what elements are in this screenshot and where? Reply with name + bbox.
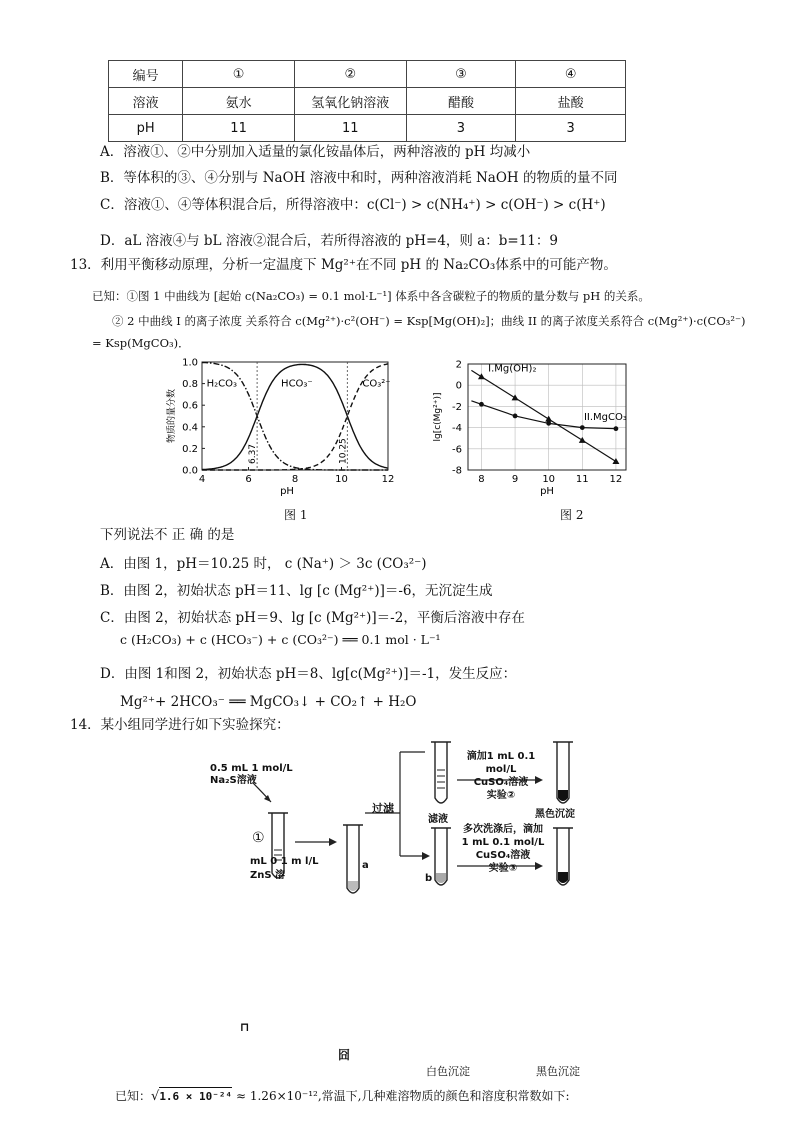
table-cell: ④ bbox=[516, 61, 626, 88]
q13-known-1: 已知：①图 1 中曲线为 [起始 c(Na₂CO₃) = 0.1 mol·L⁻¹] 体系中各含碳粒子的物质的量分数与 pH 的关系。 bbox=[92, 289, 650, 303]
fig1-xtick-label: 12 bbox=[381, 474, 395, 485]
tube-1-mark: ① bbox=[252, 830, 265, 846]
fig1-ytick-label: 1.0 bbox=[182, 357, 198, 369]
exp2-label bbox=[456, 750, 546, 802]
na2s-label-line2: Na₂S溶液 bbox=[210, 775, 257, 786]
branch-bottom-head bbox=[422, 852, 430, 860]
fig1-ytick-label: 0.0 bbox=[182, 465, 198, 477]
fig2-point-mgoh2 bbox=[478, 373, 485, 379]
label-b: b bbox=[425, 873, 433, 884]
arrow-to-a-head bbox=[329, 838, 337, 846]
fig1-ytick-label: 0.2 bbox=[182, 443, 198, 455]
figure-1-chart bbox=[150, 352, 400, 502]
sqrt-content: 1.6 × 10⁻²⁴ bbox=[159, 1087, 232, 1106]
test-tube-b bbox=[431, 828, 451, 885]
figure-1-caption: 图 1 bbox=[284, 508, 308, 522]
fig2-xtick-label: 8 bbox=[478, 474, 485, 485]
q13-option-d-line1: D．由图 1和图 2，初始状态 pH＝8、lg[c(Mg²⁺)]＝-1，发生反应： bbox=[100, 666, 517, 682]
zns-label bbox=[250, 855, 319, 883]
fig1-label-hco3: HCO₃⁻ bbox=[281, 378, 313, 390]
known-prefix: 已知： bbox=[115, 1089, 152, 1103]
fig2-point-mgco3 bbox=[546, 421, 551, 426]
q13-known-3: = Ksp(MgCO₃)． bbox=[92, 336, 190, 350]
fig2-ytick-label: 0 bbox=[455, 380, 462, 392]
white-ppt-label: 白色沉淀 bbox=[426, 1065, 470, 1078]
test-tube-result-2 bbox=[553, 742, 573, 803]
fig2-ytick-label: -8 bbox=[452, 465, 462, 477]
fig2-label-mgco3: II.MgCO₃ bbox=[583, 412, 627, 424]
q13-option-a: A．由图 1，pH＝10.25 时， c (Na⁺) ＞ 3c (CO₃²⁻) bbox=[100, 556, 427, 572]
fig1-ytick-label: 0.8 bbox=[182, 379, 198, 391]
fig2-point-mgoh2 bbox=[579, 437, 586, 443]
fig1-xtick-label: 6 bbox=[245, 474, 252, 485]
figure-2-chart bbox=[430, 352, 640, 502]
figure-2-caption: 图 2 bbox=[560, 508, 584, 522]
na2s-label-line1: 0.5 mL 1 mol/L bbox=[210, 763, 293, 774]
black-ppt-label-1: 黑色沉淀 bbox=[535, 809, 575, 820]
table-cell: 3 bbox=[516, 115, 626, 142]
fig1-label-h2co3: H₂CO₃ bbox=[206, 378, 238, 390]
q14-stem: 14．某小组同学进行如下实验探究： bbox=[70, 717, 290, 733]
exp3-label bbox=[456, 823, 550, 875]
fig2-ylabel: lg[c(Mg²⁺)] bbox=[433, 392, 443, 442]
q13-option-c-line1: C．由图 2，初始状态 pH＝9、lg [c (Mg²⁺)]＝-2，平衡后溶液中存在 bbox=[100, 610, 525, 626]
exp3-label-line3: 实验③ bbox=[488, 863, 518, 874]
fig1-pka-label: 10.25 bbox=[338, 438, 349, 464]
table-cell: pH bbox=[109, 115, 183, 142]
table-cell: 氨水 bbox=[183, 88, 295, 115]
fig2-ytick-label: -4 bbox=[452, 423, 462, 435]
fig2-point-mgoh2 bbox=[512, 394, 519, 400]
q13-question: 下列说法不 正 确 的是 bbox=[100, 527, 235, 543]
q14-known bbox=[115, 1087, 570, 1106]
table-cell: 编号 bbox=[109, 61, 183, 88]
fig1-pka-label: 6.37 bbox=[248, 443, 259, 464]
table-cell: ③ bbox=[406, 61, 516, 88]
fig2-ytick-label: -2 bbox=[452, 401, 462, 413]
fig1-ylabel: 物质的量分数 bbox=[167, 388, 177, 444]
fig2-ytick-label: -6 bbox=[452, 444, 462, 456]
table-cell: 氢氧化钠溶液 bbox=[294, 88, 406, 115]
fig2-point-mgco3 bbox=[580, 425, 585, 430]
q12-option-b: B．等体积的③、④分别与 NaOH 溶液中和时，两种溶液消耗 NaOH 的物质的量不同 bbox=[100, 170, 618, 186]
zns-label-line1: mL 0 1 m l/L bbox=[250, 856, 319, 867]
table-cell: 3 bbox=[406, 115, 516, 142]
fig2-point-mgco3 bbox=[479, 402, 484, 407]
q12-option-c: C．溶液①、④等体积混合后，所得溶液中：c(Cl⁻) > c(NH₄⁺) > c(OH⁻) > c(H⁺) bbox=[100, 197, 606, 213]
fig1-ytick-label: 0.4 bbox=[182, 422, 198, 434]
fig2-xtick-label: 10 bbox=[542, 474, 556, 485]
fig1-ytick-label: 0.6 bbox=[182, 400, 198, 412]
exp3-label-line0: 多次洗涤后，滴加 bbox=[463, 824, 543, 835]
na2s-label bbox=[210, 763, 293, 787]
fig2-xlabel: pH bbox=[540, 486, 554, 497]
fig2-point-mgco3 bbox=[614, 426, 619, 431]
table-cell: ② bbox=[294, 61, 406, 88]
fig2-ytick-label: 2 bbox=[455, 359, 462, 371]
exp3-label-line2: CuSO₄溶液 bbox=[475, 850, 531, 861]
fig2-point-mgoh2 bbox=[612, 458, 619, 464]
q12-option-a: A．溶液①、②中分别加入适量的氯化铵晶体后，两种溶液的 pH 均减小 bbox=[100, 144, 531, 160]
table-row bbox=[109, 61, 626, 88]
exp3-label-line1: 1 mL 0.1 mol/L bbox=[461, 837, 545, 848]
fig2-xtick-label: 11 bbox=[575, 474, 589, 485]
table-cell: 醋酸 bbox=[406, 88, 516, 115]
table-row bbox=[109, 88, 626, 115]
filtrate-label: 滤液 bbox=[428, 814, 448, 825]
data-table bbox=[108, 60, 626, 142]
zns-label-line2: ZnS 溶 bbox=[250, 870, 286, 881]
q13-option-c-line2: c (H₂CO₃) + c (HCO₃⁻) + c (CO₃²⁻) ══ 0.1 mol · L⁻¹ bbox=[120, 632, 441, 647]
sqrt-sign: √ bbox=[151, 1089, 160, 1104]
fig1-xtick-label: 4 bbox=[198, 474, 206, 485]
fig2-label-mgoh2: I.Mg(OH)₂ bbox=[488, 363, 537, 375]
q12-option-d: D．aL 溶液④与 bL 溶液②混合后，若所得溶液的 pH=4，则 a：b=11：9 bbox=[100, 233, 558, 249]
exp2-label-line2: CuSO₄溶液 bbox=[473, 777, 529, 788]
table-cell: 11 bbox=[183, 115, 295, 142]
table-row bbox=[109, 115, 626, 142]
fig2-xtick-label: 9 bbox=[511, 474, 519, 485]
table-cell: 11 bbox=[294, 115, 406, 142]
known-suffix: ≈ 1.26×10⁻¹²,常温下,几种难溶物质的颜色和溶度积常数如下: bbox=[232, 1089, 570, 1103]
label-a: a bbox=[362, 860, 369, 871]
q13-option-b: B．由图 2，初始状态 pH＝11、lg [c (Mg²⁺)]＝-6，无沉淀生成 bbox=[100, 583, 493, 599]
fig1-xlabel: pH bbox=[280, 486, 294, 497]
black-ppt-label-2: 黑色沉淀 bbox=[536, 1065, 580, 1078]
fig2-xtick-label: 12 bbox=[609, 474, 623, 485]
stray-mark-1: ⊓ bbox=[240, 1020, 250, 1034]
table-cell: 溶液 bbox=[109, 88, 183, 115]
q13-known-2: ② 2 中曲线 I 的离子浓度 关系符合 c(Mg²⁺)·c²(OH⁻) = Ksp[Mg(OH)₂]；曲线 II 的离子浓度关系符合 c(Mg²⁺)·c(CO₃²⁻) bbox=[112, 314, 746, 328]
test-tube-filtrate bbox=[431, 742, 451, 803]
fig1-label-co3: CO₃²⁻ bbox=[362, 378, 391, 390]
exp2-label-line1: 滴加1 mL 0.1 mol/L bbox=[466, 751, 536, 775]
q13-stem: 13．利用平衡移动原理，分析一定温度下 Mg²⁺在不同 pH 的 Na₂CO₃体系中的可能产物。 bbox=[70, 257, 617, 273]
fig2-point-mgoh2 bbox=[545, 416, 552, 422]
table-cell: 盐酸 bbox=[516, 88, 626, 115]
exp2-label-line3: 实验② bbox=[486, 790, 516, 801]
q13-option-d-line2: Mg²⁺+ 2HCO₃⁻ ══ MgCO₃↓ + CO₂↑ + H₂O bbox=[120, 694, 417, 710]
fig2-point-mgco3 bbox=[513, 414, 518, 419]
filter-label: 过滤 bbox=[372, 802, 394, 815]
stray-mark-2: 囧 bbox=[338, 1048, 351, 1062]
test-tube-result-3 bbox=[553, 828, 573, 885]
fig1-xtick-label: 8 bbox=[291, 474, 299, 485]
table-cell: ① bbox=[183, 61, 295, 88]
fig1-xtick-label: 10 bbox=[335, 474, 348, 485]
test-tube-a bbox=[343, 825, 363, 893]
